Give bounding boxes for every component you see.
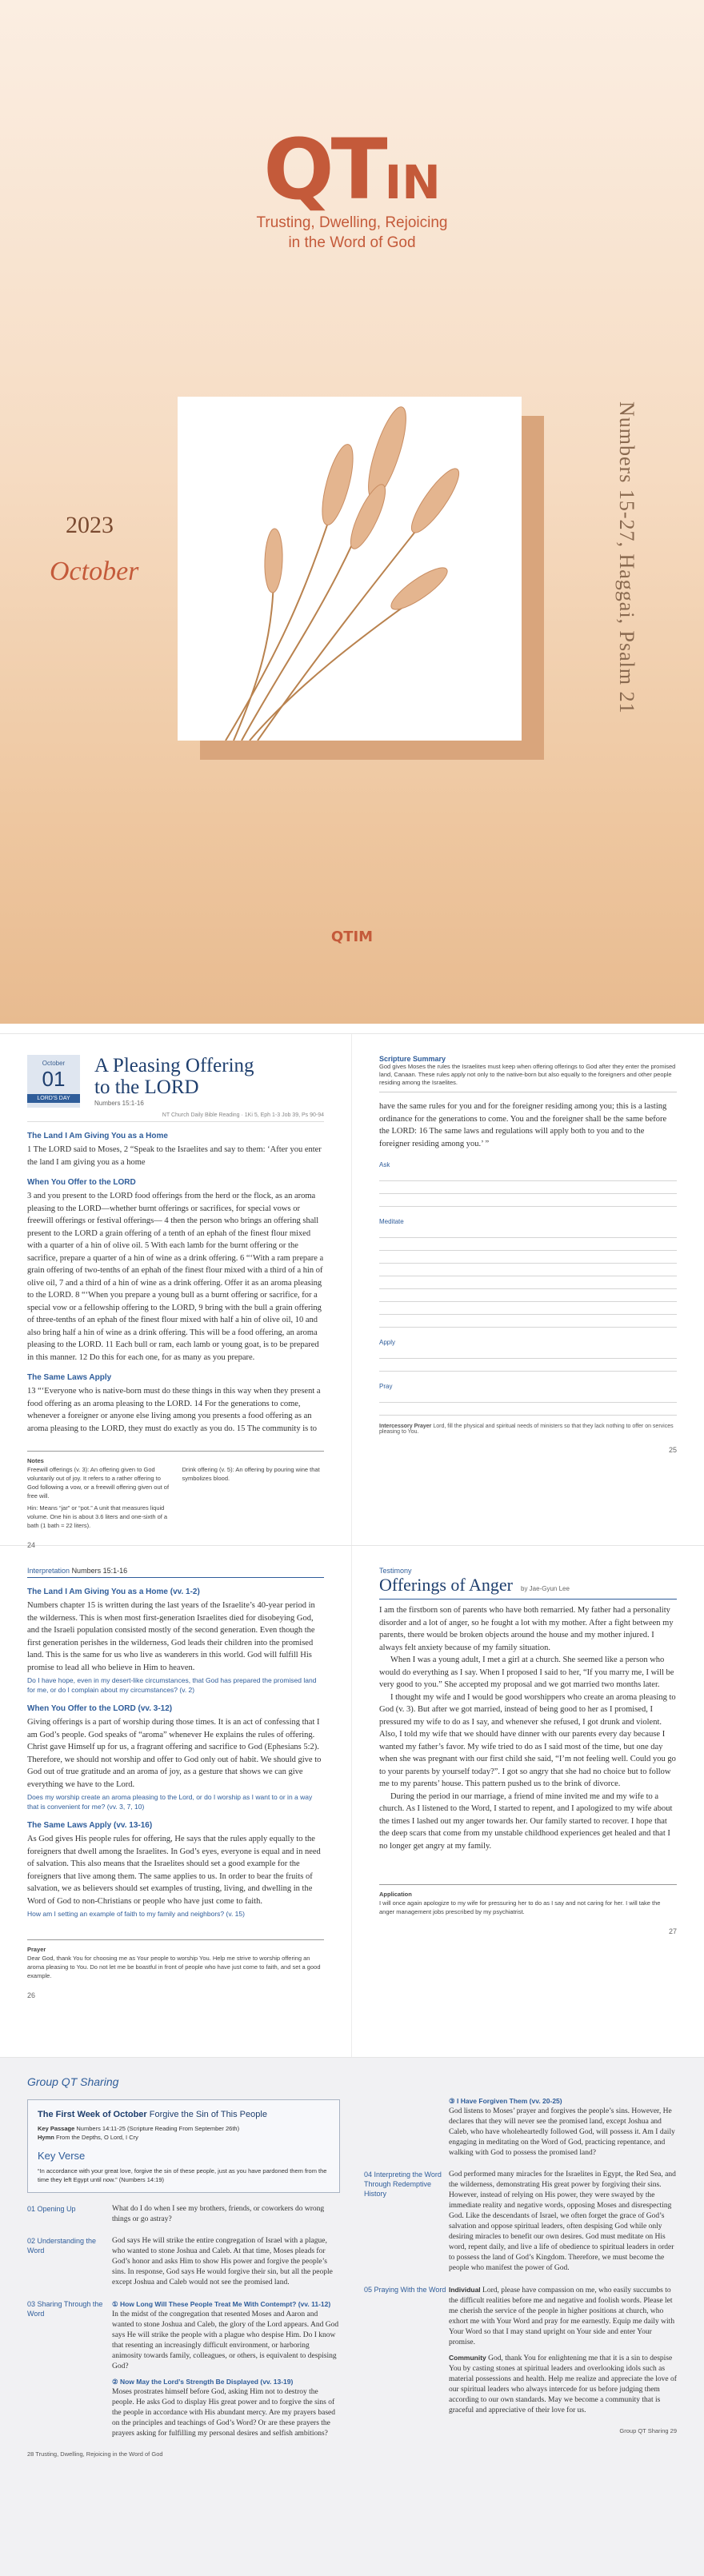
reflection-question: Does my worship create an aroma pleasing to the Lord, or do I worship as I want to or in a way that is convenient for me? (vv. 3, 7, 10): [27, 1793, 313, 1811]
step-opening: 01 Opening Up What do I do when I see my brothers, friends, or coworkers do wrong things or go astray?: [27, 2205, 325, 2223]
pray-label: Pray: [379, 1383, 393, 1390]
page-27: [352, 1546, 704, 2057]
testimony-text: During the period in our marriage, a friend of mine invited me and my wife to a church. As I listened to the Word, I started to repent, and I apologized to my wife about the times I lashed out my anger towards her. Our family started to recover. I hope that the deep scars that come from my unstable childhood experiences get healed and that I no longer get angry at my family.: [379, 1791, 673, 1851]
section-heading: When You Offer to the LORD (vv. 3-12): [27, 1704, 173, 1713]
qtin-logo: QTIN: [263, 121, 441, 218]
section-heading: The Land I Am Giving You as a Home: [27, 1132, 168, 1140]
section-heading: When You Offer to the LORD: [27, 1178, 136, 1187]
page-28: [27, 2075, 340, 2560]
cover-year: 2023: [66, 512, 114, 538]
step-sharing: 03 Sharing Through the Word ① How Long Will These People Treat Me With Contempt? (vv. 11-12) In the midst of the congregation that resented Moses and Aaron and wanted to stone Joshua and Caleb, the glory of the Lord appears. And God says He will strike the people with a plague who despise Him. Do I know that resenting an increasingly difficult environment, or harboring animosity towards family, colleagues, or others, is equivalent to despising God? ② Now May the Lord’s Strength Be Displayed (vv. 13-19) Moses prostrates himself before God, asking Him not to destroy the people. He asks God to display His great power and to forgive the sins of the people in accordance with His abundant mercy. Are my prayers based on the principles and teachings of God’s Word? Or are these prayers the prayers asking for fulfilling my personal desires and selfish ambitions?: [27, 2300, 339, 2438]
intercessory-prayer: Intercessory Prayer Lord, fill the physical and spiritual needs of ministers so that they lack nothing to offer on services pleasing to You.: [379, 1424, 674, 1435]
interpretation-text: As God gives His people rules for offering, He says that the rules apply equally to the foreigners that dwell among the Israelites. In God’s eyes, everyone is equal and in need of salvation. This also means that the Israelites should set a good example for the foreigners that live among them. The same applies to us. In order to bear the fruits of salvation, we as believers should set examples of trusting, living, and dwelling in the Word of God to non-Christians or people who have just come to faith.: [27, 1835, 321, 1906]
reflection-question: How am I setting an example of faith to my family and neighbors? (v. 15): [27, 1910, 245, 1918]
passage-ref: Numbers 15:1-16: [94, 1100, 144, 1107]
page-number: 27: [668, 1927, 677, 1935]
prayer-box: Prayer Dear God, thank You for choosing me as Your people to worship You. Help me strive to worship offering an aroma pleasing to You. Do not let me be boastful in front of people who have just come to faith, and set a good example.: [27, 1939, 324, 1980]
notes-box: Notes Freewill offerings (v. 3): An offering given to God voluntarily out of joy. It refers to a rather offering to God following a vow, or a freewill offering given out of free will. Hin: Means “jar” or “pot.” A unit that measures liquid volume. One hin is about 3.6 liters and one-sixth of a bath (1 bath ≈ 22 liters). Drink offering (v. 5): An offering by pouring wine that symbolizes blood.: [27, 1451, 324, 1530]
qtim-logo: QTIM: [330, 929, 374, 945]
group-qt-sharing: [0, 2057, 704, 2576]
cover-tagline: Trusting, Dwelling, Rejoicing in the Word of God: [256, 214, 448, 251]
reflection-question: Do I have hope, even in my desert-like circumstances, that God has prepared the promised land for me, or do I complain about my circumstances? (v. 2): [27, 1676, 317, 1694]
wheat-icon: [178, 397, 522, 741]
interpretation-text: Giving offerings is a part of worship during those times. It is an act of confessing that I am God’s people. God speaks of “aroma” whenever He explains the rules of offering. Christ gave Himself up for us, a fragrant offering and sacrifice to God (Ephesians 5:2). Therefore, we should not worship and offer to God only out of habit. We should give to God out of true gratitude and an aroma of joy, as a gesture that shows we can give everything we have to the Lord.: [27, 1718, 322, 1789]
page-25: [352, 1034, 704, 1545]
wheat-photo: [178, 397, 522, 741]
sharing-brand: Group QT Sharing: [27, 2075, 119, 2088]
testimony-text: I am the firstborn son of parents who have both remarried. My father had a personality disorder and a lot of anger, so he fought a lot with my mother. After a fight between my parents, there would be broken objects around the house and my mother injured. I always felt anxiety because of my family situation.: [379, 1606, 674, 1652]
spread-pages-24-25: [0, 1033, 704, 1549]
devotion-title: A Pleasing Offering to the LORD: [94, 1055, 254, 1098]
page-number: 25: [668, 1446, 677, 1454]
apply-label: Apply: [379, 1339, 396, 1346]
spread-pages-26-27: [0, 1545, 704, 2057]
weekly-verse-box: The First Week of October Forgive the Sin of This People Key Passage Numbers 14:11-25 (Scripture Reading From September 26th) Hymn From the Depths, O Lord, I Cry Key Verse “In accordance with your great love, forgive the sin of these people, just as you have pardoned them from the time they left Egypt until now.” (Numbers 14:19): [27, 2099, 340, 2193]
section-heading: The Same Laws Apply: [27, 1373, 112, 1382]
testimony-header: Offerings of Anger by Jae-Gyun Lee: [379, 1575, 677, 1600]
section-heading: The Land I Am Giving You as a Home (vv. 1-2): [27, 1588, 200, 1596]
step-sharing-continued: ③ I Have Forgiven Them (vv. 20-25) God listens to Moses’ prayer and forgives the people’s sins. However, He declares that they will never see the promised land, except Joshua and Caleb, who have wholeheartedly followed God, will possess it. Am I daily engaging in meditating on the Word of God, practicing repentance, and walking with God to possess the promised land?: [449, 2097, 675, 2157]
page-24: [0, 1034, 352, 1549]
page-number: 26: [27, 1991, 36, 1999]
ask-label: Ask: [379, 1161, 390, 1168]
scripture-summary: God gives Moses the rules the Israelites must keep when offering offerings to God after they enter the promised land, Canaan. These rules apply not only to the native-born but also equally to the foreigners and other people residing among the Israelites.: [379, 1063, 677, 1092]
page-footer: 28 Trusting, Dwelling, Rejoicing in the Word of God: [27, 2450, 163, 2458]
key-verse-text: “In accordance with your great love, forgive the sin of these people, just as you have pardoned them from the time they left Egypt until now.” (Numbers 14:19): [38, 2167, 327, 2183]
page-29: [364, 2075, 677, 2560]
meditate-label: Meditate: [379, 1218, 404, 1225]
scripture-text: 1 The LORD said to Moses, 2 “Speak to the Israelites and say to them: ‘After you enter the land I am giving you as a home: [27, 1145, 322, 1167]
application-box: Application I will once again apologize to my wife for pressuring her to do as I say and not caring for her. I will take the anger management jobs prescribed by my psychiatrist.: [379, 1884, 677, 1916]
interpretation-text: Numbers chapter 15 is written during the last years of the Israelite’s 40-year period in the wilderness. This is when most first-generation Israelites died for disobeying God, and the Israeli population consisted mostly of the second generation. Even though the first generation perishes in the wilderness, God leads their children into the promised land. This is the same for us who live as wanderers in this world. God will fulfill His promise to lead all who believe in Him to heaven.: [27, 1601, 315, 1672]
testimony-label: Testimony: [379, 1567, 412, 1575]
interpretation-header: Interpretation Numbers 15:1-16: [27, 1567, 324, 1578]
step-praying: 05 Praying With the Word Individual Lord, please have compassion on me, who easily succumbs to the difficult realities before me and negative and foolish words. Please let me cherish the service of the people in higher positions at church, who exhort me with Your Word and pray for me earnestly. Equip me daily with Your Word so that I may stand upright on Your side and enter Your promise. Community God, thank You for enlightening me that it is a sin to despise You by casting stones at spiritual leaders and overlooking idols such as material possessions and health. Help me realize and appreciate the love of our spiritual leaders who always intercede for us before judging them according to our own standards. May we become a community that is graceful and appreciative of their love for us.: [364, 2286, 677, 2414]
page-footer: Group QT Sharing 29: [619, 2427, 677, 2434]
step-understanding: 02 Understanding the Word God says He will strike the entire congregation of Israel with a plague, who wanted to stone Joshua and Caleb. At that time, Moses pleads for God’s honor and asks Him to show His power and forgive the people’s sins. In response, God says He would forgive their sin, but all the people except Joshua and Caleb would not see the promised land.: [27, 2237, 333, 2286]
page-26: [0, 1546, 352, 2057]
scripture-text: 13 “‘Everyone who is native-born must do these things in this way when they present a food offering as an aroma pleasing to the LORD. 14 For the generations to come, whenever a foreigner or anyone else living among you presents a food offering as an aroma pleasing to the LORD, they must do exactly as you do. 15 The community is to: [27, 1387, 321, 1433]
scripture-text: 3 and you present to the LORD food offerings from the herd or the flock, as an aroma pleasing to the LORD—whether burnt offerings or sacrifices, for special vows or freewill offerings or festival offerings— 4 then the person who brings an offering shall present to the LORD a grain offering of a tenth of an ephah of the finest flour mixed with a quarter of a hin of olive oil. 5 With each lamb for the burnt offering or the sacrifice, prepare a quarter of a hin of wine as a drink offering. 6 “‘With a ram prepare a grain offering of two-tenths of an ephah of the finest flour mixed with a third of a hin of olive oil, 7 and a third of a hin of wine as a drink offering. Offer it as an aroma pleasing to the LORD. 8 “‘When you prepare a young bull as a burnt offering or sacrifice, for a special vow or a fellowship offering to the LORD, 9 bring with the bull a grain offering of three-tenths of an ephah of the finest flour mixed with half a hin of olive oil, 10 and also bring half a hin of wine as a drink offering. This will be a food offering, an aroma pleasing to the LORD. 11 Each bull or ram, each lamb or young goat, is to be prepared in this manner. 12 Do this for each one, for as many as you prepare.: [27, 1192, 324, 1362]
step-redemptive-history: 04 Interpreting the Word Through Redemptive History God performed many miracles for the Israelites in Egypt, the Red Sea, and the wilderness, demonstrating His great power by forgiving their sins. However, instead of relying on His power, they were swayed by the immediate reality and negative words, opposing Moses and disrespecting God. Like the descendants of Israel, we often forget the grace of God’s salvation and oppose spiritual leaders, often despising God while only desiring miracles to benefit our own desires. God must meditate on His word, repent daily, and live a life of obedience to spiritual leaders in order to possess the land of God’s Kingdom. Therefore, we must become the people who manifest the power of God.: [364, 2171, 676, 2272]
bible-plan: NT Church Daily Bible Reading · 1Ki 5, Eph 1-3 Job 39, Ps 90-94: [27, 1112, 324, 1122]
scripture-text: have the same rules for you and for the foreigner residing among you; this is a lasting ordinance for the generations to come. You and the foreigner shall be the same before the LORD: 16 The same laws and regulations will apply both to you and to the foreigner residing among you.’ ”: [379, 1102, 667, 1148]
magazine-cover: [0, 0, 704, 1024]
cover-reading: Numbers 15-27, Haggai, Psalm 21: [615, 401, 638, 714]
date-box: October 01 LORD'S DAY: [27, 1055, 80, 1108]
page-number: 24: [27, 1541, 36, 1549]
testimony-text: I thought my wife and I would be good worshippers who create an aroma pleasing to God (v. 3). But after we got married, instead of being good to her as I promised, I pressured my wife to do as I say, and whenever she refused, I got drunk and violent. Also, I told my wife that we should have dinner with our parents every day because I wanted my father’s favor. My wife tried to do as I said most of the time, but one day when she was pregnant with our first child she said, “I’m not feeling well. Could you go to your parents by yourself today?”. I got so angry that she had no choice but to follow me to my parents’ house. This pattern pushed us to the brink of divorce.: [379, 1692, 676, 1788]
section-heading: The Same Laws Apply (vv. 13-16): [27, 1821, 153, 1830]
testimony-text: When I was a young adult, I met a girl at a church. She seemed like a person who would do everything as I say. When I proposed I said to her, “If you marry me, I will be very good to you.” She accepted my proposal and we got married two months later.: [379, 1655, 674, 1689]
summary-title: Scripture Summary: [379, 1055, 446, 1063]
cover-month: October: [50, 557, 139, 586]
